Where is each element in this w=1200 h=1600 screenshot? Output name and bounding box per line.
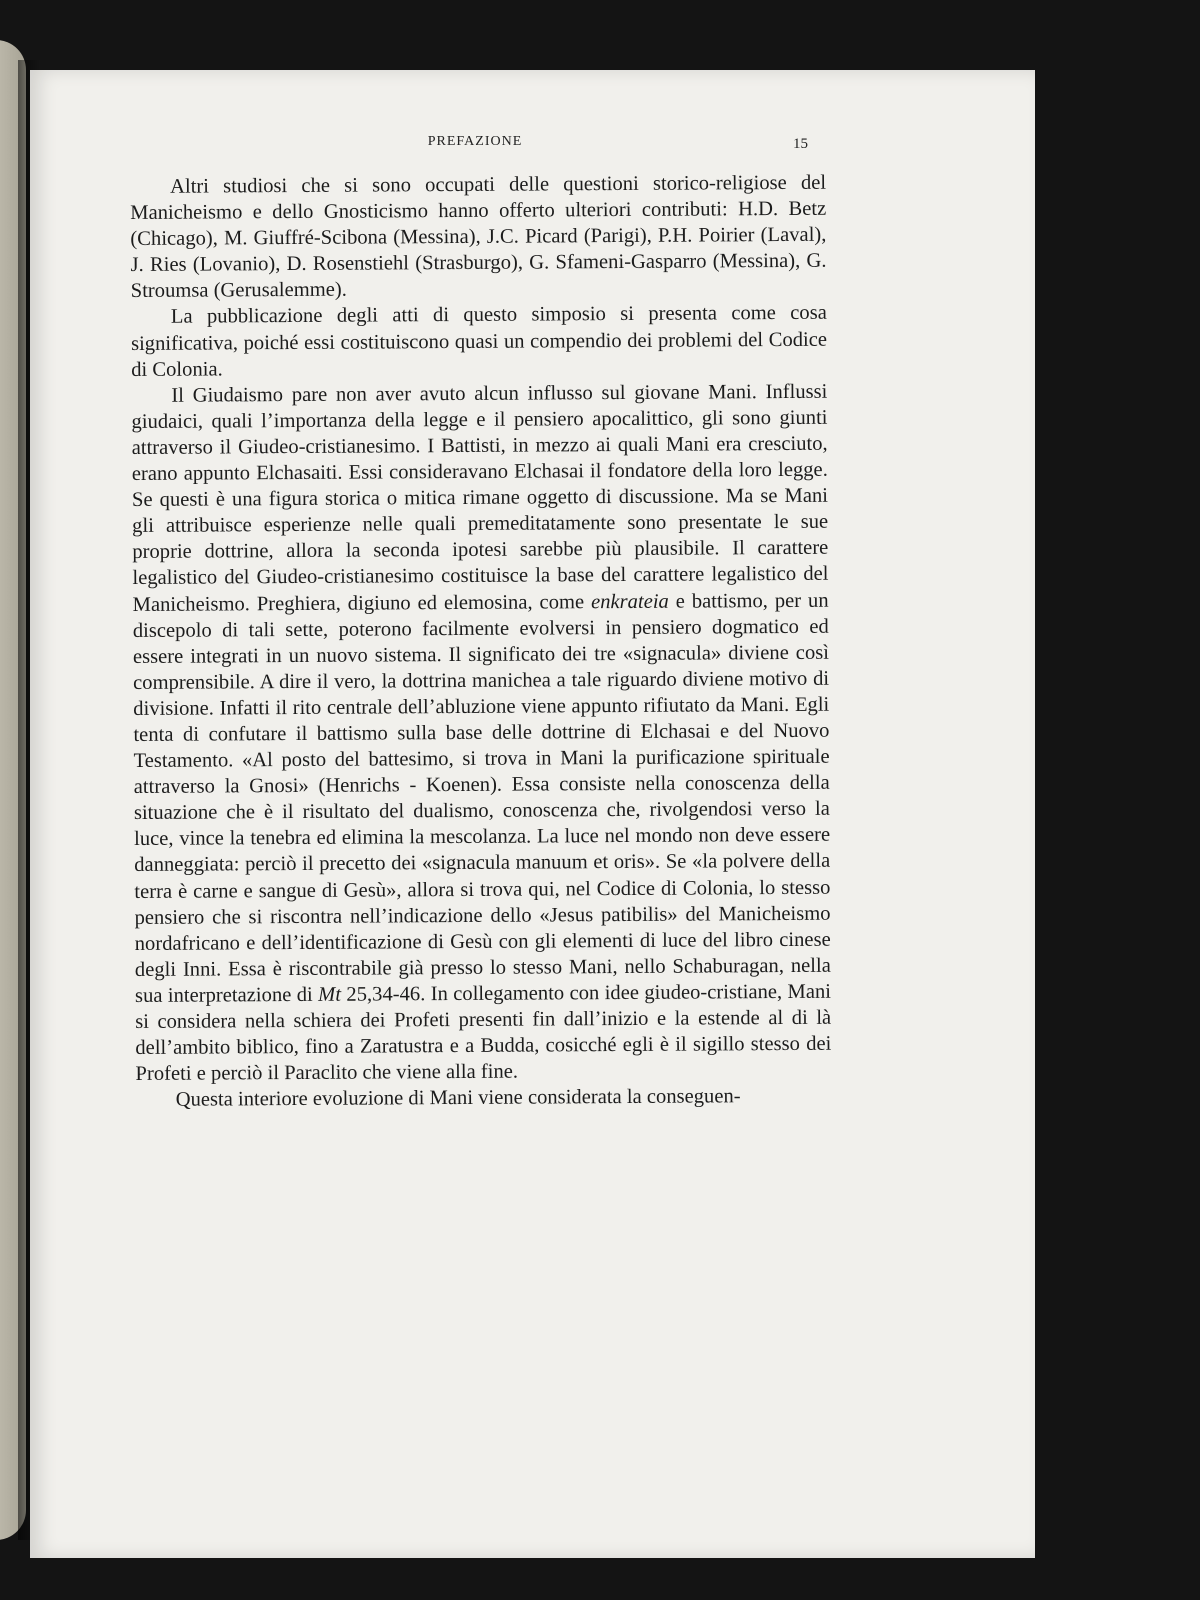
paragraph-text-segment: 25,34-46. In collegamento con idee giudeo-cristiane, Mani si considera nella schiera dei Profeti presenti fin dall’inizio e la estende al di là dell’ambito biblico, fino a Zaratustra e a Budda, cosicché egli è il sigillo stesso dei Profeti e perciò il Paraclito che viene alla fine. <box>135 980 832 1086</box>
page-number: 15 <box>793 136 808 152</box>
paragraph-contributors: Altri studiosi che si sono occupati delle questioni storico-religiose del Manicheismo e dello Gnosticismo hanno offerto ulteriori contributi: H.D. Betz (Chicago), M. Giuffré-Scibona (Messina), J.C. Picard (Parigi), P.H. Poirier (Laval), J. Ries (Lovanio), D. Rosenstiehl (Strasburgo), G. Sfameni-Gasparro (Messina), G. Stroumsa (Gerusalemme). <box>130 171 827 303</box>
italic-term-mt: Mt <box>318 983 342 1006</box>
paragraph-publication: La pubblicazione degli atti di questo simposio si presenta come cosa significativa, poiché essi costituiscono quasi un compendio dei problemi del Codice di Colonia. <box>130 302 828 381</box>
paragraph-giudaismo <box>131 378 831 1087</box>
paragraph-text-segment: e battismo, per un discepolo di tali sette, poterono facilmente evolversi in pensiero dogmatico ed essere integrati in un nuovo sistema. Il significato dei tre «signacula» diviene così comprensibile. A dire il vero, la dottrina manichea a tale riguardo diviene motivo di divisione. Infatti il rito centrale dell’abluzione viene appunto rifiutato da Mani. Egli tenta di confutare il battismo sulla base delle dottrine di Elchasai e del Nuovo Testamento. «Al posto del battesimo, si trova in Mani la purificazione spirituale attraverso la Gnosi» (Henrichs - Koenen). Essa consiste nella conoscenza della situazione che è il risultato del dualismo, conoscenza che, rivolgendosi verso la luce, vince la tenebra ed elimina la mescolanza. La luce nel mondo non deve essere danneggiata: perciò il precetto dei «signacula manuum et oris». Se «la polvere della terra è carne e sangue di Gesù», allora si trova qui, nel Codice di Colonia, lo stesso pensiero che si riscontra nell’indicazione dello «Jesus patibilis» del Manicheismo nordafricano e dell’identificazione di Gesù con gli elementi di luce del libro cinese degli Inni. Essa è riscontrabile già presso lo stesso Mani, nello Schaburagan, nella sua interpretazione di <box>132 589 831 1007</box>
running-title: PREFAZIONE <box>427 134 523 149</box>
paragraph-text-segment: Il Giudaismo pare non aver avuto alcun influsso sul giovane Mani. Influssi giudaici, quali l’importanza della legge e il pensiero apocalittico, gli sono giunti attraverso il Giudeo-cristianesimo. I Battisti, in mezzo ai quali Mani era cresciuto, erano appunto Elchasaiti. Essi consideravano Elchasai il fondatore della loro legge. Se questi è una figura storica o mitica rimane oggetto di discussione. Ma se Mani gli attribuisce esperienze nelle quali premeditatamente sono presentate le sue proprie dottrine, allora la seconda ipotesi sarebbe più plausibile. Il carattere legalistico del Giudeo-cristianesimo costituisce la base del carattere legalistico del Manicheismo. Preghiera, digiuno ed elemosina, come <box>131 380 829 616</box>
italic-term-enkrateia: enkrateia <box>590 590 669 613</box>
body-text <box>130 170 832 1114</box>
running-head <box>130 134 820 158</box>
paragraph-continuation: Questa interiore evoluzione di Mani viene considerata la conseguen- <box>175 1085 741 1112</box>
